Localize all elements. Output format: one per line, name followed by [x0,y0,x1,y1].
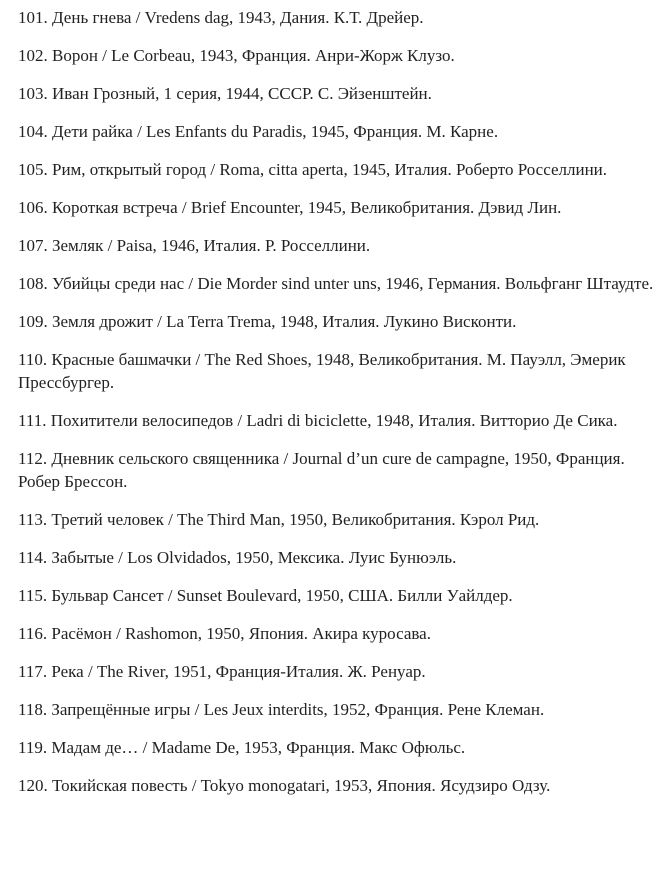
list-item: 106. Короткая встреча / Brief Encounter, 1945, Великобритания. Дэвид Лин. [18,198,562,217]
film-list [18,6,658,812]
list-item: 109. Земля дрожит / La Terra Trema, 1948, Италия. Лукино Висконти. [18,312,517,331]
list-item: 108. Убийцы среди нас / Die Morder sind unter uns, 1946, Германия. Вольфганг Штаудте. [18,274,654,293]
list-item: 107. Земляк / Paisa, 1946, Италия. Р. Росселлини. [18,236,371,255]
list-item: 117. Река / The River, 1951, Франция-Италия. Ж. Ренуар. [18,662,426,681]
list-item: 103. Иван Грозный, 1 серия, 1944, СССР. С. Эйзенштейн. [18,84,432,103]
list-item: 104. Дети райка / Les Enfants du Paradis, 1945, Франция. М. Карне. [18,122,499,141]
list-item: 113. Третий человек / The Third Man, 1950, Великобритания. Кэрол Рид. [18,510,540,529]
list-item: 115. Бульвар Сансет / Sunset Boulevard, 1950, США. Билли Уайлдер. [18,586,513,605]
list-item: 114. Забытые / Los Olvidados, 1950, Мексика. Луис Бунюэль. [18,548,457,567]
list-item: 101. День гнева / Vredens dag, 1943, Дания. К.Т. Дрейер. [18,8,424,27]
list-item: 116. Расёмон / Rashomon, 1950, Япония. Акира куросава. [18,624,431,643]
list-item: 110. Красные башмачки / The Red Shoes, 1948, Великобритания. М. Пауэлл, Эмерик Прессбургер. [18,350,626,392]
list-item: 105. Рим, открытый город / Roma, citta aperta, 1945, Италия. Роберто Росселлини. [18,160,608,179]
list-item: 120. Токийская повесть / Tokyo monogatari, 1953, Япония. Ясудзиро Одзу. [18,776,551,795]
list-item: 112. Дневник сельского священника / Journal d’un cure de campagne, 1950, Франция. Робер Брессон. [18,449,625,491]
list-item: 118. Запрещённые игры / Les Jeux interdits, 1952, Франция. Рене Клеман. [18,700,545,719]
list-item: 102. Ворон / Le Corbeau, 1943, Франция. Анри-Жорж Клузо. [18,46,455,65]
list-item: 119. Мадам де… / Madame De, 1953, Франция. Макс Офюльс. [18,738,466,757]
list-item: 111. Похитители велосипедов / Ladri di biciclette, 1948, Италия. Витторио Де Сика. [18,411,618,430]
